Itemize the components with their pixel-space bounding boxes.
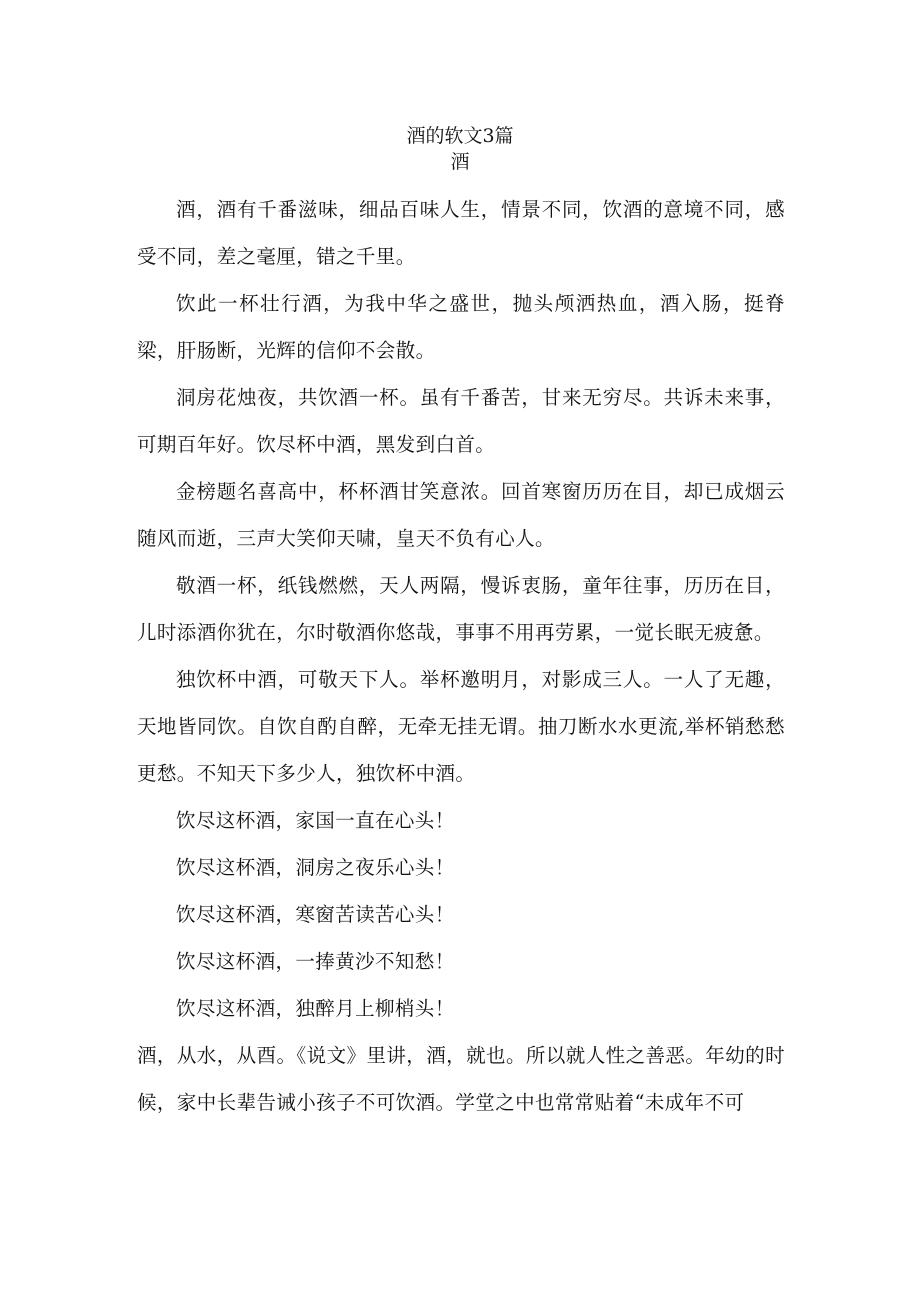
paragraph-4: 金榜题名喜高中，杯杯酒甘笑意浓。回首寒窗历历在目，却已成烟云随风而逝，三声大笑仰天啸，皇天不负有心人。 — [137, 480, 785, 550]
paragraph-8: 饮尽这杯酒，洞房之夜乐心头！ — [176, 856, 455, 879]
paragraph-10: 饮尽这杯酒，一捧黄沙不知愁！ — [176, 950, 455, 973]
document-subtitle: 酒 — [450, 151, 470, 173]
paragraph-7: 饮尽这杯酒，家国一直在心头！ — [176, 809, 455, 832]
paragraph-12: 酒，从水，从酉。《说文》里讲，酒，就也。所以就人性之善恶。年幼的时候，家中长辈告诫小孩子不可饮酒。学堂之中也常常贴着“未成年不可 — [137, 1044, 785, 1114]
paragraph-6: 独饮杯中酒，可敬天下人。举杯邀明月，对影成三人。一人了无趣，天地皆同饮。自饮自酌自醉，无牵无挂无谓。抽刀断水水更流,举杯销愁愁更愁。不知天下多少人，独饮杯中酒。 — [137, 668, 785, 785]
paragraph-5: 敬酒一杯，纸钱燃燃，天人两隔，慢诉衷肠，童年往事，历历在目，儿时添酒你犹在，尔时敬酒你悠哉，事事不用再劳累，一觉长眠无疲惫。 — [137, 574, 785, 644]
paragraph-9: 饮尽这杯酒，寒窗苦读苦心头！ — [176, 903, 455, 926]
document-title: 酒的软文3篇 — [406, 125, 514, 147]
paragraph-1: 酒，酒有千番滋味，细品百味人生，情景不同，饮酒的意境不同，感受不同，差之毫厘，错之千里。 — [137, 198, 785, 268]
paragraph-2: 饮此一杯壮行酒，为我中华之盛世，抛头颅洒热血，酒入肠，挺脊梁，肝肠断，光辉的信仰不会散。 — [137, 292, 785, 362]
paragraph-3: 洞房花烛夜，共饮酒一杯。虽有千番苦，甘来无穷尽。共诉未来事，可期百年好。饮尽杯中酒，黑发到白首。 — [137, 386, 785, 456]
paragraph-11: 饮尽这杯酒，独醉月上柳梢头！ — [176, 997, 455, 1020]
document-body — [137, 186, 785, 1126]
